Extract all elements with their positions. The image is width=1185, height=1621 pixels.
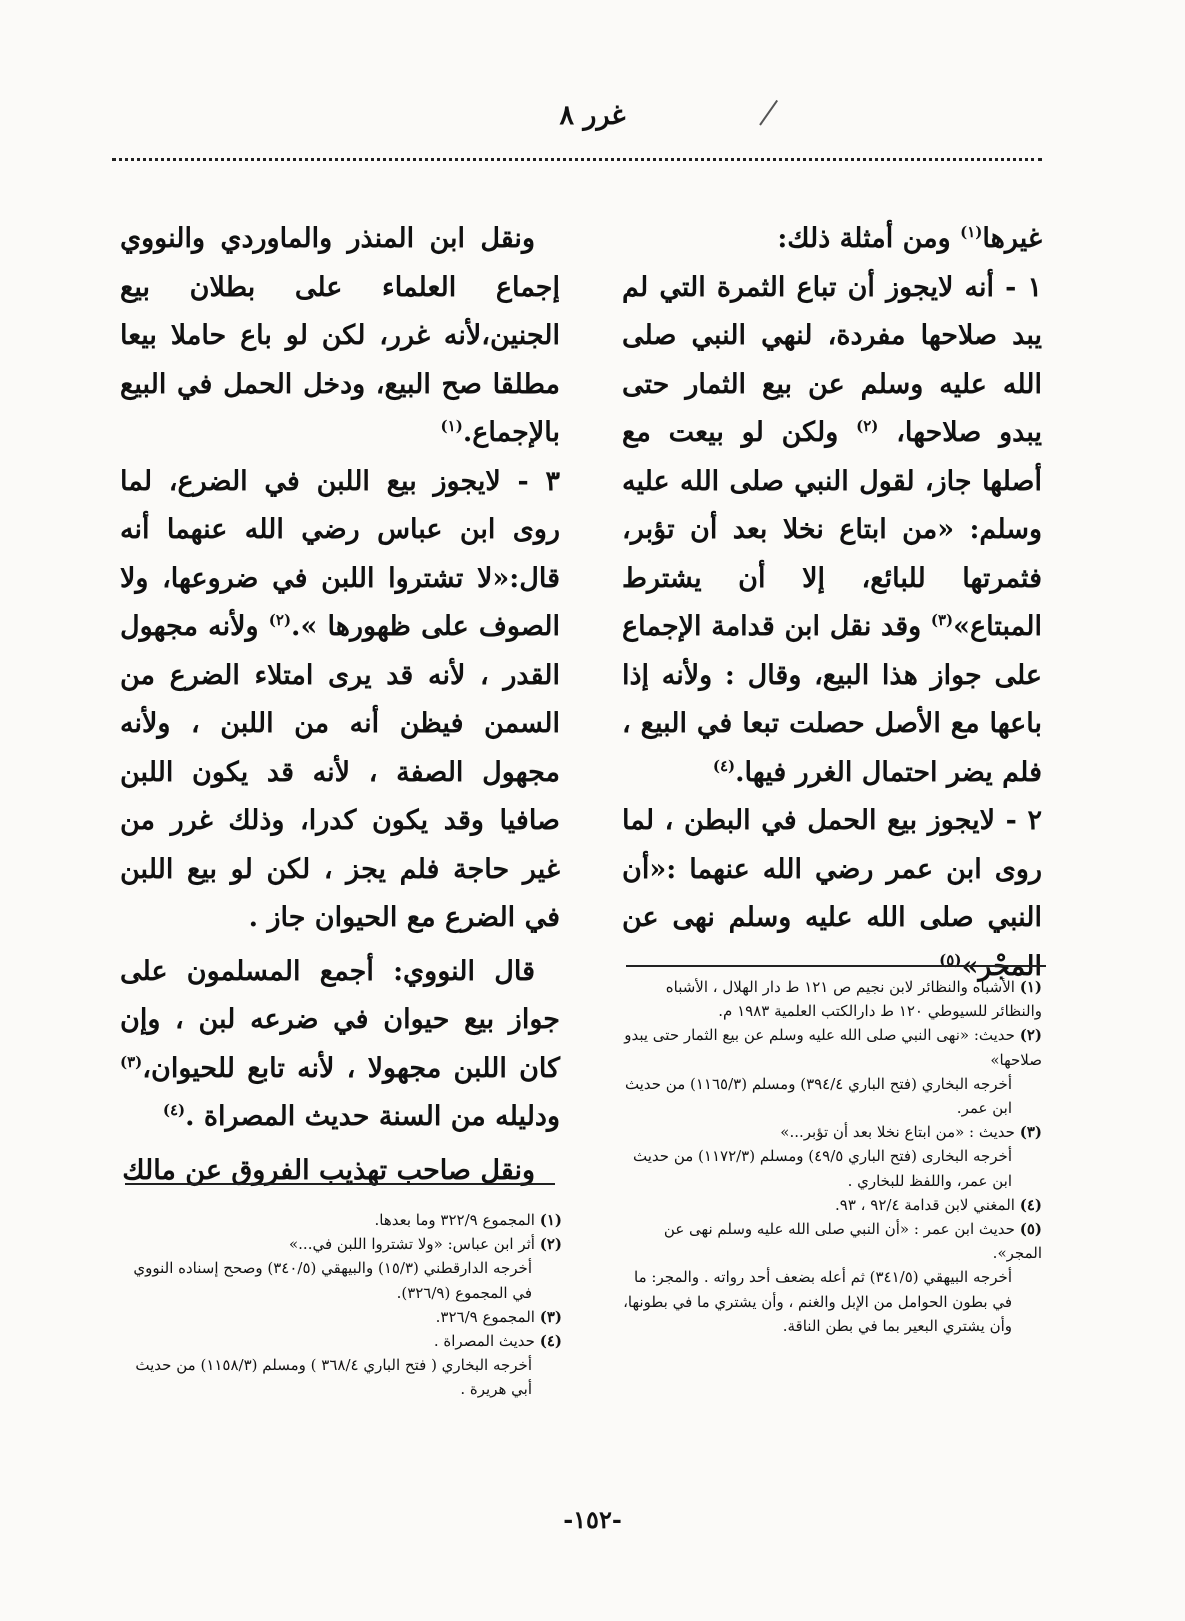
footnote: (٢) أثر ابن عباس: «ولا تشتروا اللبن في...» — [288, 1235, 562, 1254]
footnote: (١) المجموع ٣٢٢/٩ وما بعدها. — [374, 1211, 562, 1229]
paragraph: قال النووي: أجمع المسلمون على جواز بيع حيوان في ضرعه لبن ، وإن كان اللبن مجهولا ، لأنه تابع للحيوان،$^{(٣)}$ ودليله من السنة حديث المصراة .$^{(٤)}$ — [120, 955, 560, 1132]
right-column — [622, 215, 1042, 991]
paragraph: ٢ - لايجوز بيع الحمل في البطن ، لما روى ابن عمر رضي الله عنهما :«أن النبي صلى الله عليه وسلم نهى عن المجْر»$^{(٥)}$ — [622, 805, 1042, 982]
paragraph: ١ - أنه لايجوز أن تباع الثمرة التي لم يبد صلاحها مفردة، لنهي النبي صلى الله عليه وسلم عن بيع الثمار حتى يبدو صلاحها، $^{(٢)}$ ولكن لو بيعت مع أصلها جاز، لقول النبي صلى الله عليه وسلم: «من ابتاع نخلا بعد أن تؤبر، فثمرتها للبائع، إلا أن يشترط المبتاع»$^{(٣)}$ وقد نقل ابن قدامة الإجماع على جواز هذا البيع، وقال : ولأنه إذا باعها مع الأصل حصلت تبعا في البيع ، فلم يضر احتمال الغرر فيها.$^{(٤)}$ — [622, 271, 1042, 788]
footnote-continuation: أخرجه البخارى (فتح الباري ٤٩/٥) ومسلم (١١٧٢/٣) من حديث ابن عمر، واللفظ للبخاري . — [633, 1147, 1012, 1190]
footnote: (٤) حديث المصراة . — [433, 1332, 562, 1351]
footnote-continuation: أخرجه البخاري ( فتح الباري ٣٦٨/٤ ) ومسلم (١١٥٨/٣) من حديث أبي هريرة . — [135, 1356, 532, 1399]
paragraph: ونقل ابن المنذر والماوردي والنووي إجماع العلماء على بطلان بيع الجنين،لأنه غرر، لكن لو باع حاملا بيعا مطلقا صح البيع، ودخل الحمل في البيع بالإجماع.$^{(١)}$ — [120, 223, 560, 448]
footnote-rule — [125, 1183, 555, 1185]
footnote: (٥) حديث ابن عمر : «أن النبي صلى الله عليه وسلم نهى عن المجر». — [663, 1220, 1042, 1263]
footnote: (٣) المجموع ٣٢٦/٩. — [435, 1307, 562, 1326]
footnote: (٢) حديث: «نهى النبي صلى الله عليه وسلم عن بيع الثمار حتى يبدو صلاحها» — [624, 1026, 1042, 1069]
footnote: (٣) حديث : «من ابتاع نخلا بعد أن تؤبر...» — [780, 1123, 1042, 1142]
footnote-rule — [626, 965, 1046, 967]
footnote: (٤) المغني لابن قدامة ٩٢/٤ ، ٩٣. — [834, 1195, 1042, 1214]
page-number: -١٥٢- — [563, 1505, 622, 1534]
header-rule — [112, 158, 1042, 161]
footnote-continuation: أخرجه الدارقطني (١٥/٣) والبيهقي (٣٤٠/٥) وصحح إسناده النووي في المجموع (٣٢٦/٩). — [133, 1259, 532, 1302]
footnotes-right — [622, 975, 1042, 1338]
footnote-continuation: أخرجه البيهقي (٣٤١/٥) ثم أعله بضعف أحد رواته . والمجر: ما في بطون الحوامل من الإبل والغنم ، وأن يشتري ما في بطونها، وأن يشتري البعير بما في بطن الناقة. — [623, 1268, 1012, 1335]
footnote: (١) الأشباه والنظائر لابن نجيم ص ١٢١ ط دار الهلال ، الأشباه والنظائر للسيوطي ١٢٠ ط دارالكتب العلمية ١٩٨٣ م. — [665, 978, 1042, 1021]
paragraph: غيرها$^{(١)}$ ومن أمثلة ذلك: — [777, 223, 1042, 254]
paragraph: ونقل صاحب تهذيب الفروق عن مالك — [122, 1154, 535, 1186]
left-column — [120, 215, 560, 1195]
footnote-continuation: أخرجه البخاري (فتح الباري ٣٩٤/٤) ومسلم (١١٦٥/٣) من حديث ابن عمر. — [624, 1074, 1012, 1118]
running-header: غرر ٨ — [559, 100, 626, 131]
footnotes-left — [122, 1208, 562, 1402]
paragraph: ٣ - لايجوز بيع اللبن في الضرع، لما روى ابن عباس رضي الله عنهما أنه قال:«لا تشتروا اللبن في ضروعها، ولا الصوف على ظهورها ».$^{(٢)}$ ولأنه مجهول القدر ، لأنه قد يرى امتلاء الضرع من السمن فيظن أنه من اللبن ، ولأنه مجهول الصفة ، لأنه قد يكون اللبن صافيا وقد يكون كدرا، وذلك غرر من غير حاجة فلم يجز ، لكن لو بيع اللبن في الضرع مع الحيوان جاز . — [120, 465, 560, 933]
